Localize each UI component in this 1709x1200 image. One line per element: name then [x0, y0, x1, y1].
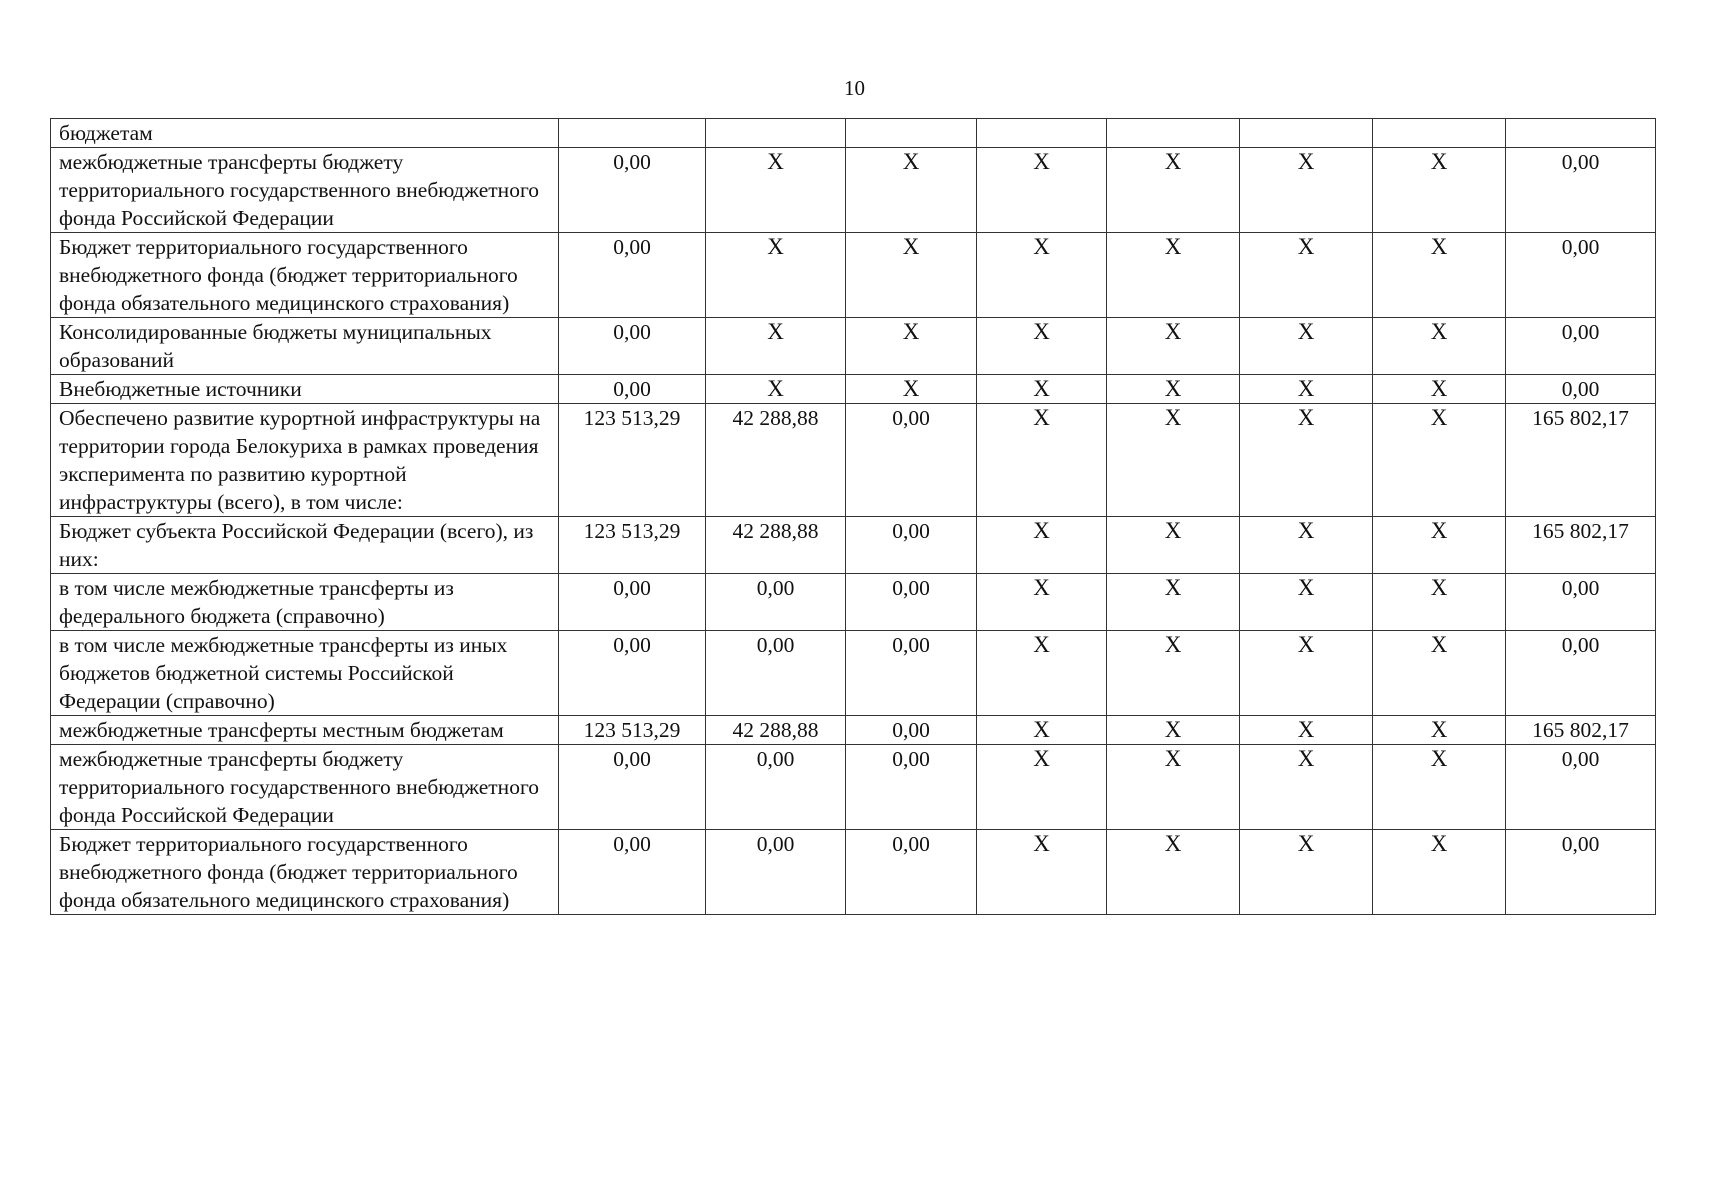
not-applicable-cell: X — [977, 233, 1107, 318]
value-cell — [1240, 119, 1373, 148]
not-applicable-cell: X — [1373, 574, 1506, 631]
value-cell — [1506, 119, 1656, 148]
page-number: 10 — [844, 76, 865, 100]
row-label: межбюджетные трансферты бюджету территориального государственного внебюджетного фонда Российской Федерации — [51, 148, 559, 233]
not-applicable-cell: X — [706, 148, 846, 233]
table-row — [51, 631, 1656, 716]
value-cell: 165 802,17 — [1506, 404, 1656, 517]
value-cell: 0,00 — [846, 404, 977, 517]
not-applicable-cell: X — [977, 375, 1107, 404]
value-cell: 165 802,17 — [1506, 716, 1656, 745]
value-cell: 0,00 — [1506, 745, 1656, 830]
table-row — [51, 574, 1656, 631]
row-label: в том числе межбюджетные трансферты из федерального бюджета (справочно) — [51, 574, 559, 631]
not-applicable-cell: X — [977, 574, 1107, 631]
not-applicable-cell: X — [1240, 716, 1373, 745]
table-row — [51, 830, 1656, 915]
row-label: Бюджет субъекта Российской Федерации (всего), из них: — [51, 517, 559, 574]
value-cell: 0,00 — [559, 830, 706, 915]
value-cell: 0,00 — [1506, 233, 1656, 318]
value-cell: 0,00 — [706, 631, 846, 716]
row-label: Бюджет территориального государственного внебюджетного фонда (бюджет территориального фонда обязательного медицинского страхования) — [51, 830, 559, 915]
not-applicable-cell: X — [706, 375, 846, 404]
value-cell: 123 513,29 — [559, 404, 706, 517]
not-applicable-cell: X — [1240, 148, 1373, 233]
value-cell: 0,00 — [559, 233, 706, 318]
not-applicable-cell: X — [1107, 318, 1240, 375]
not-applicable-cell: X — [846, 233, 977, 318]
value-cell: 0,00 — [706, 574, 846, 631]
not-applicable-cell: X — [1107, 404, 1240, 517]
not-applicable-cell: X — [977, 631, 1107, 716]
not-applicable-cell: X — [1240, 631, 1373, 716]
not-applicable-cell: X — [977, 830, 1107, 915]
value-cell — [1107, 119, 1240, 148]
value-cell — [559, 119, 706, 148]
row-label: Внебюджетные источники — [51, 375, 559, 404]
not-applicable-cell: X — [1373, 830, 1506, 915]
row-label: в том числе межбюджетные трансферты из иных бюджетов бюджетной системы Российской Федерации (справочно) — [51, 631, 559, 716]
not-applicable-cell: X — [977, 148, 1107, 233]
not-applicable-cell: X — [1240, 745, 1373, 830]
not-applicable-cell: X — [1107, 148, 1240, 233]
row-label: Бюджет территориального государственного внебюджетного фонда (бюджет территориального фонда обязательного медицинского страхования) — [51, 233, 559, 318]
value-cell: 123 513,29 — [559, 716, 706, 745]
value-cell: 0,00 — [559, 745, 706, 830]
value-cell: 0,00 — [1506, 830, 1656, 915]
not-applicable-cell: X — [1373, 318, 1506, 375]
not-applicable-cell: X — [1373, 375, 1506, 404]
not-applicable-cell: X — [1373, 745, 1506, 830]
not-applicable-cell: X — [706, 318, 846, 375]
not-applicable-cell: X — [977, 716, 1107, 745]
not-applicable-cell: X — [1107, 233, 1240, 318]
not-applicable-cell: X — [1240, 830, 1373, 915]
value-cell: 0,00 — [559, 574, 706, 631]
not-applicable-cell: X — [1240, 375, 1373, 404]
not-applicable-cell: X — [1373, 631, 1506, 716]
value-cell: 0,00 — [846, 631, 977, 716]
value-cell: 0,00 — [559, 148, 706, 233]
table-row — [51, 119, 1656, 148]
value-cell: 123 513,29 — [559, 517, 706, 574]
not-applicable-cell: X — [1240, 233, 1373, 318]
not-applicable-cell: X — [1240, 404, 1373, 517]
not-applicable-cell: X — [1107, 745, 1240, 830]
table-row — [51, 404, 1656, 517]
not-applicable-cell: X — [977, 404, 1107, 517]
table-row — [51, 517, 1656, 574]
not-applicable-cell: X — [1107, 574, 1240, 631]
not-applicable-cell: X — [1373, 148, 1506, 233]
not-applicable-cell: X — [1240, 318, 1373, 375]
not-applicable-cell: X — [1373, 517, 1506, 574]
table-row — [51, 318, 1656, 375]
value-cell: 0,00 — [1506, 375, 1656, 404]
value-cell: 0,00 — [706, 745, 846, 830]
not-applicable-cell: X — [706, 233, 846, 318]
not-applicable-cell: X — [1107, 375, 1240, 404]
value-cell: 0,00 — [846, 517, 977, 574]
table-row — [51, 716, 1656, 745]
value-cell: 165 802,17 — [1506, 517, 1656, 574]
row-label: межбюджетные трансферты бюджету территориального государственного внебюджетного фонда Российской Федерации — [51, 745, 559, 830]
value-cell — [706, 119, 846, 148]
value-cell: 0,00 — [1506, 574, 1656, 631]
value-cell: 0,00 — [1506, 631, 1656, 716]
not-applicable-cell: X — [1373, 716, 1506, 745]
value-cell: 0,00 — [559, 375, 706, 404]
not-applicable-cell: X — [1373, 233, 1506, 318]
not-applicable-cell: X — [1373, 404, 1506, 517]
not-applicable-cell: X — [977, 517, 1107, 574]
not-applicable-cell: X — [1107, 517, 1240, 574]
not-applicable-cell: X — [1107, 716, 1240, 745]
table-body — [51, 119, 1656, 915]
value-cell: 0,00 — [559, 631, 706, 716]
value-cell: 0,00 — [1506, 318, 1656, 375]
value-cell: 0,00 — [846, 830, 977, 915]
value-cell — [977, 119, 1107, 148]
not-applicable-cell: X — [1240, 574, 1373, 631]
table-row — [51, 375, 1656, 404]
financing-table — [50, 118, 1656, 915]
row-label: бюджетам — [51, 119, 559, 148]
value-cell: 42 288,88 — [706, 716, 846, 745]
not-applicable-cell: X — [846, 318, 977, 375]
value-cell: 42 288,88 — [706, 404, 846, 517]
value-cell: 0,00 — [846, 574, 977, 631]
not-applicable-cell: X — [977, 318, 1107, 375]
table-row — [51, 233, 1656, 318]
row-label: Консолидированные бюджеты муниципальных образований — [51, 318, 559, 375]
value-cell — [846, 119, 977, 148]
row-label: Обеспечено развитие курортной инфраструктуры на территории города Белокуриха в рамках проведения эксперимента по развитию курортной инфраструктуры (всего), в том числе: — [51, 404, 559, 517]
value-cell: 0,00 — [706, 830, 846, 915]
not-applicable-cell: X — [846, 375, 977, 404]
value-cell: 0,00 — [559, 318, 706, 375]
table-row — [51, 745, 1656, 830]
value-cell: 0,00 — [846, 716, 977, 745]
value-cell: 42 288,88 — [706, 517, 846, 574]
value-cell: 0,00 — [1506, 148, 1656, 233]
not-applicable-cell: X — [1107, 830, 1240, 915]
not-applicable-cell: X — [977, 745, 1107, 830]
value-cell — [1373, 119, 1506, 148]
not-applicable-cell: X — [1240, 517, 1373, 574]
row-label: межбюджетные трансферты местным бюджетам — [51, 716, 559, 745]
not-applicable-cell: X — [846, 148, 977, 233]
value-cell: 0,00 — [846, 745, 977, 830]
table-row — [51, 148, 1656, 233]
not-applicable-cell: X — [1107, 631, 1240, 716]
